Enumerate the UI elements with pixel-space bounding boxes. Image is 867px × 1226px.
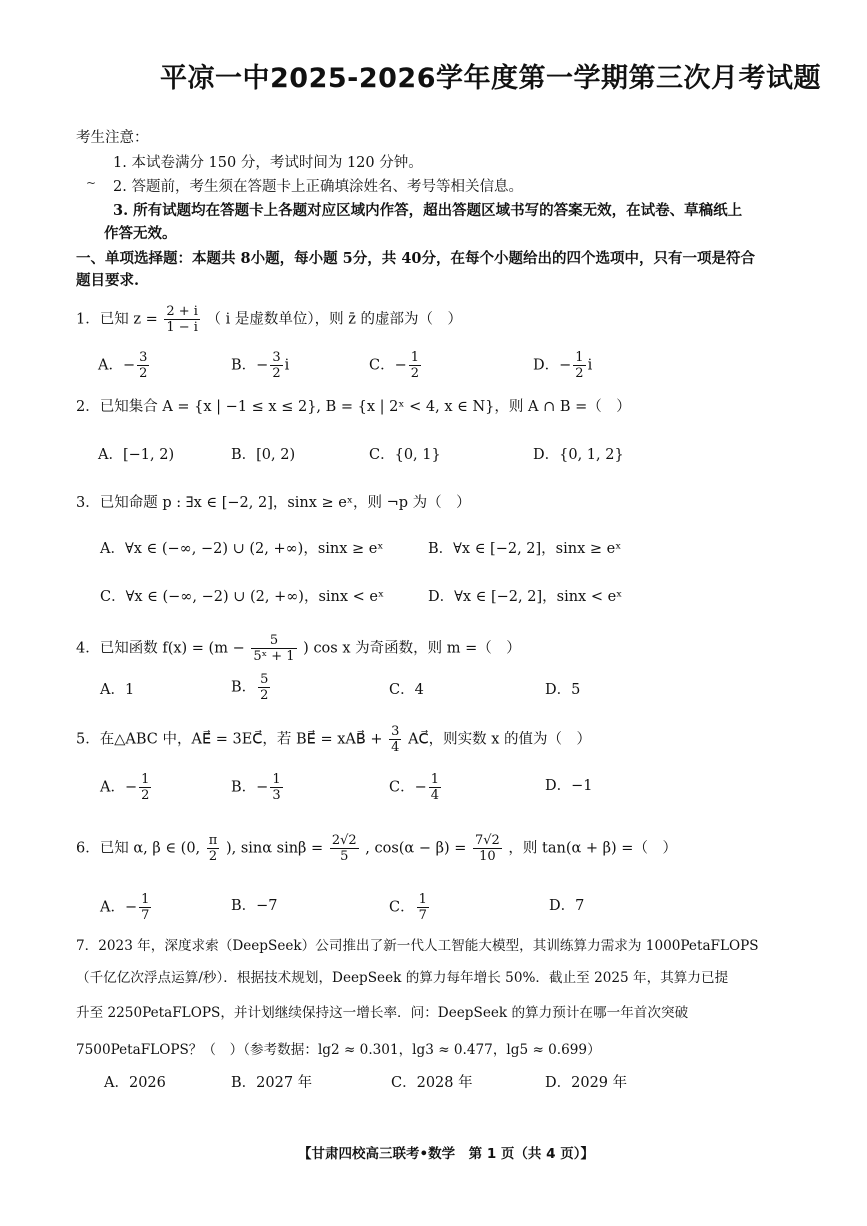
notice-heading: 考生注意： (76, 130, 149, 146)
q3-option-d: D．∀x ∈ [−2, 2]，sinx < eˣ (428, 589, 623, 605)
q1-option-b: B．− $\frac{3}{2}$ i (231, 350, 290, 381)
q1-option-a: A．− $\frac{3}{2}$ (98, 350, 148, 381)
q1-post: （ i 是虚数单位），则 z̄ 的虚部为（ ） (206, 311, 463, 328)
question-3: 3．已知命题 p : ∃x ∈ [−2, 2]，sinx ≥ eˣ，则 ¬p 为（ ） (76, 495, 471, 511)
q2-option-b: B．[0, 2) (231, 447, 296, 463)
q6-option-a: A．− $\frac{1}{7}$ (100, 892, 150, 923)
q5-option-c: C．− $\frac{1}{4}$ (389, 772, 440, 803)
pen-mark-icon: ~ (86, 176, 97, 190)
q6-option-b: B．−7 (231, 898, 278, 914)
q4-option-b: B． $\frac{5}{2}$ (231, 672, 269, 703)
q7-option-a: A．2026 (104, 1075, 166, 1091)
q2-option-c: C．{0, 1} (369, 447, 441, 463)
q3-option-a: A．∀x ∈ (−∞, −2) ∪ (2, +∞)，sinx ≥ eˣ (100, 541, 384, 557)
q4-option-d: D．5 (545, 682, 581, 698)
q3-option-c: C．∀x ∈ (−∞, −2) ∪ (2, +∞)，sinx < eˣ (100, 589, 385, 605)
q1-fraction: $\frac{2 + i}{1 - i}$ (166, 304, 198, 335)
notice-item-1: 1. 本试卷满分 150 分，考试时间为 120 分钟。 (113, 155, 423, 171)
question-7-line-3: 升至 2250PetaFLOPS，并计划继续保持这一增长率．问：DeepSeek 的算力预计在哪一年首次突破 (76, 1005, 689, 1021)
notice-item-3: 3. 所有试题均在答题卡上各题对应区域内作答，超出答题区域书写的答案无效，在试卷、草稿纸上 (113, 202, 743, 219)
page-footer: 【甘肃四校高三联考•数学 第 1 页（共 4 页）】 (298, 1146, 594, 1162)
question-1 (76, 304, 462, 335)
q6-option-c: C． $\frac{1}{7}$ (389, 892, 427, 923)
notice-item-3-cont: 作答无效。 (104, 225, 177, 242)
question-5: 5．在△ABC 中，AE⃗ = 3EC⃗，若 BE⃗ = xAB⃗ + $\frac{3}{4}$ AC⃗，则实数 x 的值为（ ） (76, 724, 592, 755)
question-7-line-2: （千亿亿次浮点运算/秒）．根据技术规划，DeepSeek 的算力每年增长 50%．截止至 2025 年，其算力已提 (76, 970, 729, 986)
section-heading: 一、单项选择题：本题共 8小题，每小题 5分，共 40分，在每个小题给出的四个选项中，只有一项是符合 (76, 250, 755, 267)
q7-option-d: D．2029 年 (545, 1075, 628, 1091)
page-title: 平凉一中2025-2026学年度第一学期第三次月考试题 (160, 63, 821, 94)
section-heading-cont: 题目要求. (76, 272, 140, 289)
q7-option-c: C．2028 年 (391, 1075, 473, 1091)
q6-fraction-2: $\frac{2√2}{5}$ (331, 833, 357, 864)
question-4: 4．已知函数 f(x) = (m − $\frac{5}{\text{5ˣ + 1}}$ ) cos x 为奇函数，则 m =（ ） (76, 633, 521, 664)
q6-option-d: D．7 (549, 898, 585, 914)
question-7-line-1: 7．2023 年，深度求索（DeepSeek）公司推出了新一代人工智能大模型，其训练算力需求为 1000PetaFLOPS (76, 938, 759, 954)
q5-option-b: B．− $\frac{1}{3}$ (231, 772, 281, 803)
question-6: 6．已知 α, β ∈ (0, $\frac{\pi}{2}$ ), sinα sinβ = $\frac{2√2}{5}$ , cos(α − β) = $\frac{7√2}{10}$ ，则 tan(α + β) =（ ） (76, 833, 677, 864)
question-2: 2．已知集合 A = {x | −1 ≤ x ≤ 2}, B = {x | 2ˣ < 4, x ∈ N}，则 A ∩ B =（ ） (76, 399, 631, 415)
q2-option-d: D．{0, 1, 2} (533, 447, 624, 463)
q4-option-c: C．4 (389, 682, 424, 698)
q5-fraction: $\frac{3}{4}$ (391, 724, 400, 755)
q5-option-d: D．−1 (545, 778, 593, 794)
q4-fraction: $\frac{5}{\text{5ˣ + 1}}$ (253, 633, 295, 664)
q5-option-a: A．− $\frac{1}{2}$ (100, 772, 150, 803)
question-7-line-4: 7500PetaFLOPS？（ ）（参考数据：lg2 ≈ 0.301，lg3 ≈ 0.477，lg5 ≈ 0.699） (76, 1042, 601, 1058)
q1-option-d: D．− $\frac{1}{2}$ i (533, 350, 593, 381)
q7-option-b: B．2027 年 (231, 1075, 313, 1091)
q1-option-c: C．− $\frac{1}{2}$ (369, 350, 420, 381)
q1-pre: 1．已知 z = (76, 311, 158, 328)
notice-item-2: 2. 答题前，考生须在答题卡上正确填涂姓名、考号等相关信息。 (113, 179, 523, 195)
q3-option-b: B．∀x ∈ [−2, 2]，sinx ≥ eˣ (428, 541, 622, 557)
q2-option-a: A．[−1, 2) (98, 447, 175, 463)
q4-option-a: A．1 (100, 682, 135, 698)
q6-fraction-1: $\frac{\pi}{2}$ (208, 833, 218, 864)
q6-fraction-3: $\frac{7√2}{10}$ (474, 833, 500, 864)
